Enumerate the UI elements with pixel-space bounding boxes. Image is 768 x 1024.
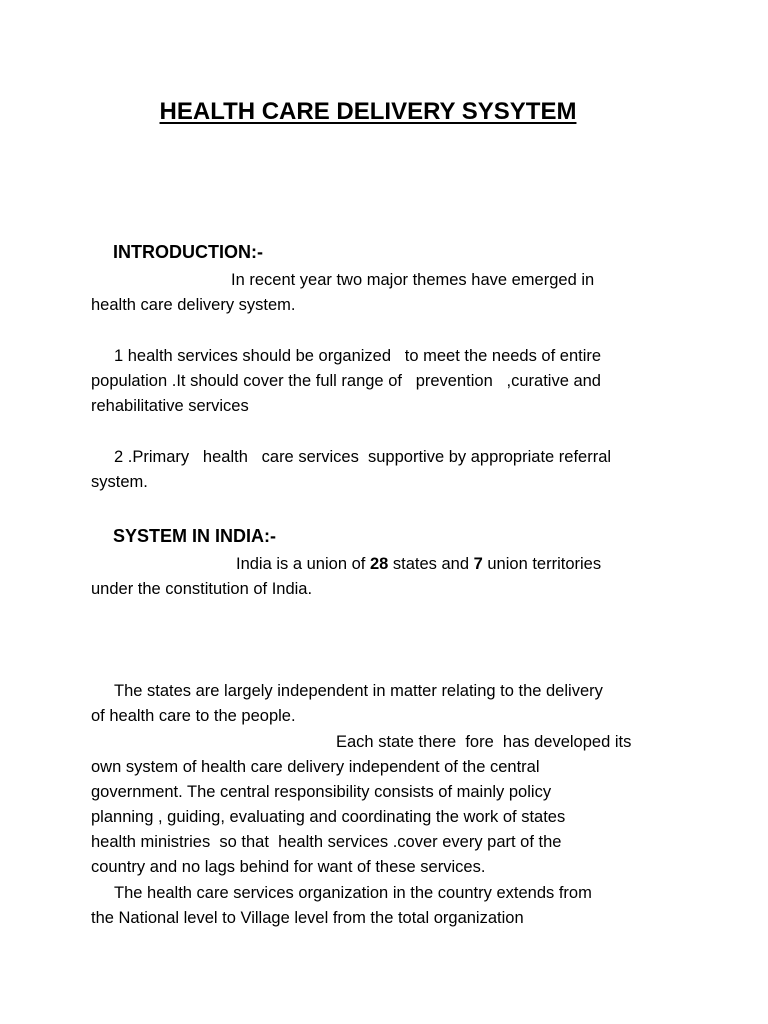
states-paragraph-line: The health care services organization in the country extends from: [114, 884, 592, 902]
states-paragraph-line: government. The central responsibility consists of mainly policy: [91, 783, 552, 801]
states-paragraph-line: of health care to the people.: [91, 707, 296, 725]
point-two-line: 2 .Primary health care services supportive by appropriate referral: [114, 448, 612, 466]
india-union-text: states and: [388, 555, 474, 573]
india-union-text: union territories: [482, 555, 602, 573]
system-in-india-heading: SYSTEM IN INDIA:-: [113, 526, 277, 546]
states-paragraph-line: country and no lags behind for want of these services.: [91, 858, 486, 876]
states-paragraph-line: the National level to Village level from the total organization: [91, 909, 524, 927]
constitution-line: under the constitution of India.: [91, 580, 313, 598]
document-title: HEALTH CARE DELIVERY SYSYTEM: [159, 98, 577, 125]
states-paragraph-line: planning , guiding, evaluating and coordinating the work of states: [91, 808, 566, 826]
point-one-line: population .It should cover the full range of prevention ,curative and: [91, 372, 601, 390]
states-paragraph-line: own system of health care delivery independent of the central: [91, 758, 540, 776]
point-one-line: rehabilitative services: [91, 397, 249, 415]
intro-paragraph-line: health care delivery system.: [91, 296, 296, 314]
intro-paragraph-line: In recent year two major themes have emerged in: [231, 271, 595, 289]
point-two-line: system.: [91, 473, 148, 491]
point-one-line: 1 health services should be organized to meet the needs of entire: [114, 347, 602, 365]
india-union-text: India is a union of: [236, 555, 370, 573]
states-paragraph-line: The states are largely independent in matter relating to the delivery: [114, 682, 603, 700]
states-paragraph-line: Each state there fore has developed its: [336, 733, 632, 751]
states-paragraph-line: health ministries so that health services .cover every part of the: [91, 833, 562, 851]
states-count: 28: [369, 555, 389, 573]
union-territories-count: 7: [473, 555, 483, 573]
introduction-heading: INTRODUCTION:-: [113, 242, 263, 262]
india-union-line: [236, 554, 601, 574]
